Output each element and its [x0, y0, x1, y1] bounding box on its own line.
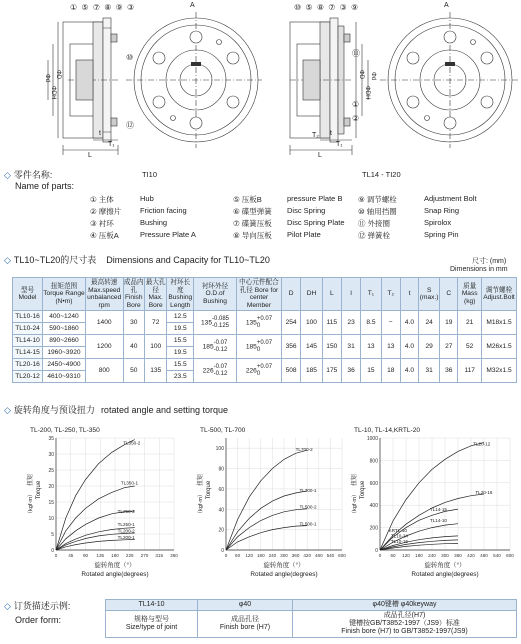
table-cell: 254 [281, 311, 300, 335]
table-cell: 13 [361, 335, 381, 359]
table-cell: 36 [440, 359, 458, 383]
order-title-cn: 订货描述示例: [13, 601, 71, 611]
table-cell: 100 [301, 311, 322, 335]
y-axis-label-en: Torque [36, 480, 42, 500]
header-cell: S (max.) [419, 278, 440, 311]
x-tick-label: 315 [155, 553, 164, 558]
x-tick-label: 135 [96, 553, 105, 558]
y-tick-label: 35 [48, 436, 54, 442]
x-tick-label: 420 [467, 553, 475, 558]
series-label: TL700-1 [299, 487, 317, 493]
part-item-en: Pressure Plate A [140, 230, 196, 239]
callout-row-left [70, 3, 135, 12]
table-cell: 40 [123, 335, 144, 359]
y-tick-label: 200 [369, 525, 378, 532]
table-cell: 1200 [85, 335, 123, 359]
y-tick-label: 1000 [366, 436, 378, 442]
header-cell: T₁ [361, 278, 381, 311]
x-axis-label: 旋转角度（°） [94, 562, 136, 569]
y-axis-unit: （kgf·m） [198, 491, 204, 517]
table-cell: − [381, 311, 400, 335]
x-tick-label: 600 [338, 553, 346, 558]
y-tick-label: 0 [221, 548, 224, 554]
od-base: 185 [202, 343, 214, 351]
table-cell: 31 [341, 335, 360, 359]
od-base: 226 [202, 367, 214, 375]
part-item-en: pressure Plate B [287, 194, 343, 203]
order-title-en: Order form: [15, 615, 62, 625]
table-cell: TL14-15 [13, 347, 43, 359]
series-label: TL250-2 [117, 509, 135, 515]
series-line [226, 526, 307, 550]
part-item-en: Snap Ring [424, 206, 460, 215]
table-cell: 4.0 [400, 359, 418, 383]
x-tick-label: 60 [235, 553, 241, 558]
table-cell: 150 [322, 335, 341, 359]
table-cell: 19 [440, 311, 458, 335]
table-cell: TL10-16 [13, 311, 43, 323]
table-cell [194, 335, 237, 359]
table-cell: 1400 [85, 311, 123, 335]
y-tick-label: 400 [369, 503, 378, 510]
table-cell [194, 359, 237, 383]
header-cell: L [322, 278, 341, 311]
part-item: ② 摩擦片 [90, 207, 122, 216]
table-cell: 356 [281, 335, 300, 359]
table-cell: 890~2660 [43, 335, 86, 347]
table-cell [236, 311, 281, 335]
chart-title: TL-500, TL-700 [200, 427, 246, 434]
callout-label: ⑧ [316, 3, 325, 12]
dim-label-d-right: Φd [370, 72, 376, 81]
callout-label: ⑤ [81, 3, 90, 12]
chart-title: TL-200, TL-250, TL-350 [30, 427, 100, 434]
table-cell: 1960~3920 [43, 347, 86, 359]
table-cell: 100 [144, 335, 167, 359]
dim-label-t-right: t [330, 130, 332, 137]
table-cell [236, 335, 281, 359]
table-cell: TL14-10 [13, 335, 43, 347]
part-item-en: Adjustment Bolt [424, 194, 477, 203]
x-tick-label: 240 [268, 553, 277, 558]
x-axis-label: 旋转角度（°） [263, 562, 305, 569]
y-axis-unit: （kgf·m） [28, 491, 34, 517]
x-tick-label: 225 [125, 553, 134, 558]
od-tol: -0.07 -0.12 [213, 364, 228, 377]
table-cell: 36 [341, 359, 360, 383]
table-cell: 27 [440, 335, 458, 359]
dim-label-A-left: A [190, 2, 195, 9]
dim-label-T2-right: T₂ [312, 132, 319, 139]
diamond-icon: ◇ [4, 405, 11, 415]
table-cell: 590~1860 [43, 323, 86, 335]
part-item: ⑥ 碟型弹簧 [233, 207, 272, 216]
series-line [56, 539, 135, 550]
diamond-icon: ◇ [4, 601, 11, 611]
spec-title [4, 253, 270, 266]
table-cell: TL20-12 [13, 371, 43, 383]
parts-title [4, 168, 52, 181]
table-cell: 72 [144, 311, 167, 335]
order-cell: 成品孔径 Finish bore (H7) [198, 611, 293, 638]
torque-chart-3 [350, 427, 514, 578]
table-cell [236, 359, 281, 383]
x-tick-label: 540 [493, 553, 501, 558]
table-cell [194, 311, 237, 335]
part-item: ⑧ 导向压板 [233, 231, 272, 240]
spec-title-cn: TL10~TL20的尺寸表 [13, 255, 97, 265]
y-tick-label: 25 [48, 468, 54, 474]
torque-title-en: rotated angle and setting torque [100, 405, 229, 415]
table-row [13, 311, 517, 323]
table-cell: 135 [144, 359, 167, 383]
part-item-en: Disc Spring Plate [287, 218, 345, 227]
table-cell: 15.5 [167, 335, 194, 347]
table-cell: 23 [341, 311, 360, 335]
x-tick-label: 180 [111, 553, 119, 558]
spec-title-en: Dimensions and Capacity for TL10~TL20 [106, 255, 270, 265]
y-tick-label: 10 [48, 516, 54, 522]
dim-label-A-right: A [444, 2, 449, 9]
series-label: TL500-2 [299, 504, 317, 510]
callout-row-right [294, 3, 359, 12]
dim-label-D-right: ΦD [358, 70, 364, 80]
x-tick-label: 540 [326, 553, 335, 558]
y-axis-label-en: Torque [360, 480, 366, 500]
part-item: ⑫ 弹簧栓 [358, 231, 390, 240]
callout-label: ⑦ [328, 3, 337, 12]
series-line [226, 450, 307, 550]
table-cell: 400~1240 [43, 311, 86, 323]
caption-left: TI10 [142, 170, 158, 179]
y-tick-label: 20 [218, 527, 224, 534]
dim-label-t-left: t [99, 130, 101, 137]
bore-tol: +0.07 0 [256, 316, 273, 329]
dim-label-T1-right: T₁ [336, 141, 343, 148]
order-cell: 成品孔径(H7) 键槽按GB/T3852-1997（JS9）标准 Finish bore (H7) to GB/T3852-1997(JS9) [293, 611, 517, 638]
diamond-icon: ◇ [4, 255, 11, 265]
x-tick-label: 240 [428, 553, 436, 558]
table-cell: TL10-24 [13, 323, 43, 335]
table-cell: 21 [458, 311, 482, 335]
bore-base: 226 [245, 367, 257, 375]
torque-chart-1 [26, 427, 178, 578]
header-cell: 型号 Model [13, 278, 43, 311]
y-tick-label: 40 [218, 507, 224, 514]
table-cell: 175 [322, 359, 341, 383]
x-tick-label: 120 [402, 553, 410, 558]
table-cell: 15 [361, 359, 381, 383]
y-tick-label: 30 [48, 452, 54, 458]
coupling-diagram-right [262, 0, 521, 165]
order-cell: 规格与型号 Size/type of joint [106, 611, 198, 638]
table-cell: 29 [419, 335, 440, 359]
part-item-en: Spirolox [424, 218, 452, 227]
table-cell: 4.0 [400, 311, 418, 335]
y-tick-label: 5 [51, 532, 54, 538]
order-row [106, 611, 517, 638]
table-cell: 24 [419, 311, 440, 335]
series-label: TL250-1 [117, 522, 135, 527]
part-item: ⑪ 外接圈 [358, 219, 390, 228]
order-title [4, 599, 70, 612]
y-tick-label: 0 [375, 548, 378, 554]
x-tick-label: 360 [291, 553, 300, 558]
coupling-diagram-left [0, 0, 262, 165]
header-cell: DH [301, 278, 322, 311]
series-label: TL10-16 [390, 539, 408, 545]
callout-label: ① [70, 3, 79, 12]
y-tick-label: 0 [51, 548, 54, 554]
table-cell: 185 [301, 359, 322, 383]
x-axis-label-en: Rotated angle(degrees) [250, 571, 318, 578]
y-tick-label: 20 [48, 484, 54, 490]
callout-side-2-left: ⑫ [126, 121, 134, 130]
part-item: ③ 衬环 [90, 219, 114, 228]
bore-tol: +0.07 0 [256, 364, 273, 377]
callout-label: ⑨ [115, 3, 124, 12]
od-base: 135 [200, 319, 212, 327]
torque-title [4, 403, 228, 416]
table-cell: TL20-16 [13, 359, 43, 371]
callout-label: ⑩ [294, 3, 303, 12]
series-label: TL200-2 [117, 528, 135, 534]
header-cell: 中心元件配合孔径 Bore for center Member [236, 278, 281, 311]
callout-side-1-right: ⑪ [352, 49, 360, 58]
header-cell: 质量 Mass (kg) [458, 278, 482, 311]
header-cell: l [341, 278, 360, 311]
table-cell: 30 [123, 311, 144, 335]
header-cell: 调节螺栓 Adjust.Bolt [481, 278, 516, 311]
dim-label-L-left: L [88, 152, 92, 159]
y-tick-label: 80 [218, 466, 224, 473]
table-cell: 115 [322, 311, 341, 335]
dim-label-D-left: ΦD [55, 70, 61, 80]
y-tick-label: 100 [215, 446, 224, 453]
table-cell: 13 [381, 335, 400, 359]
series-label: KRTL-10 [388, 528, 407, 534]
x-tick-label: 60 [390, 553, 396, 558]
series-label: TL14-15 [429, 506, 447, 512]
diamond-icon: ◇ [4, 170, 11, 180]
series-label: TL700-2 [295, 447, 313, 453]
part-item: ⑤ 压板B [233, 195, 262, 204]
dim-label-DH-right: ΦDH [364, 86, 370, 100]
header-cell: C [440, 278, 458, 311]
od-tol: -0.085 -0.125 [212, 316, 230, 329]
table-cell: 8.5 [361, 311, 381, 335]
callout-label: ⑨ [351, 3, 360, 12]
series-label: TL350-2 [123, 440, 141, 446]
table-cell: M18x1.5 [481, 311, 516, 335]
table-cell: 800 [85, 359, 123, 383]
table-cell: 117 [458, 359, 482, 383]
table-cell: M26x1.5 [481, 335, 516, 359]
series-label: TL500-1 [299, 521, 317, 527]
od-tol: -0.07 -0.12 [213, 340, 228, 353]
x-tick-label: 0 [224, 553, 228, 558]
table-cell: 4610~9310 [43, 371, 86, 383]
table-cell: 31 [419, 359, 440, 383]
x-tick-label: 0 [378, 553, 382, 558]
header-cell: T₂ [381, 278, 400, 311]
y-tick-label: 800 [369, 458, 378, 465]
y-tick-label: 60 [218, 486, 224, 493]
header-cell: 成品内孔 Finish Bore [123, 278, 144, 311]
table-cell: 18 [381, 359, 400, 383]
header-cell: t [400, 278, 418, 311]
parts-title-cn: 零件名称: [13, 170, 53, 180]
callout-label: ⑧ [104, 3, 113, 12]
header-cell: 扭矩范围 Torque Range (N•m) [43, 278, 86, 311]
y-axis-label-en: Torque [206, 480, 212, 500]
order-cell: TL14-10 [106, 600, 198, 611]
x-tick-label: 180 [256, 553, 265, 558]
header-cell: D [281, 278, 300, 311]
series-line [226, 491, 307, 550]
x-axis-label-en: Rotated angle(degrees) [81, 571, 149, 578]
table-cell: 12.5 [167, 311, 194, 323]
x-tick-label: 300 [280, 553, 288, 558]
spec-table [12, 277, 517, 383]
dim-label-T1-left: T₁ [108, 141, 115, 148]
y-axis-unit: （kgf·m） [352, 491, 358, 517]
table-cell: 50 [123, 359, 144, 383]
parts-title-en: Name of parts: [15, 181, 75, 191]
order-cell: φ40 [198, 600, 293, 611]
x-axis-label: 旋转角度（°） [424, 562, 466, 569]
table-cell: 23.5 [167, 371, 194, 383]
table-row [13, 359, 517, 371]
x-tick-label: 300 [441, 553, 449, 558]
table-cell: 4.0 [400, 335, 418, 359]
callout-side-2-right: ① [352, 100, 360, 109]
header-cell: 最大孔径 Max. Bore [144, 278, 167, 311]
header-cell: 衬环外径 O.D.of Bushing [194, 278, 237, 311]
x-tick-label: 360 [454, 553, 462, 558]
callout-label: ③ [339, 3, 348, 12]
part-item: ⑩ 轴用挡圈 [358, 207, 397, 216]
part-item-en: Friction facing [140, 206, 187, 215]
part-item: ⑦ 碟簧压板 [233, 219, 272, 228]
x-tick-label: 0 [54, 553, 58, 558]
table-cell: 52 [458, 335, 482, 359]
part-item-en: Hub [140, 194, 154, 203]
callout-side-3-right: ② [352, 114, 360, 123]
y-axis-label: 扭矩 [352, 473, 358, 487]
x-tick-label: 480 [314, 553, 323, 558]
dim-label-L-right: L [318, 152, 322, 159]
table-cell: 19.5 [167, 347, 194, 359]
x-tick-label: 600 [506, 553, 514, 558]
order-cell: φ40键槽 φ40keyway [293, 600, 517, 611]
torque-charts [0, 420, 521, 592]
dim-label-DH-left: ΦDH [50, 86, 56, 100]
callout-side-1-left: ⑩ [126, 53, 134, 62]
x-tick-label: 90 [82, 553, 89, 558]
x-tick-label: 180 [415, 553, 423, 558]
table-cell: 145 [301, 335, 322, 359]
part-item-en: Spring Pin [424, 230, 459, 239]
callout-label: ⑤ [305, 3, 314, 12]
spec-header-row [13, 278, 517, 311]
table-cell: 2450~4900 [43, 359, 86, 371]
y-axis-label: 扭矩 [28, 473, 34, 487]
spec-unit-en: Dimensions in mm [450, 266, 508, 273]
series-label: TL350-1 [120, 480, 139, 486]
series-label: TL14-10 [429, 518, 447, 523]
chart-title: TL-10, TL-14,KRTL-20 [354, 427, 421, 434]
table-row [13, 335, 517, 347]
table-cell: 19.5 [167, 323, 194, 335]
callout-label: ⑦ [92, 3, 101, 12]
dim-label-d-left: Φd [44, 74, 50, 83]
part-item: ⑨ 调节螺栓 [358, 195, 397, 204]
header-cell: 最高转速 Max.speed unbalanced rpm [85, 278, 123, 311]
table-cell: M32x1.5 [481, 359, 516, 383]
table-cell: 15.5 [167, 359, 194, 371]
series-line [226, 509, 307, 550]
x-tick-label: 360 [170, 553, 178, 558]
x-axis-label-en: Rotated angle(degrees) [411, 571, 479, 578]
part-item-en: Bushing [140, 218, 168, 227]
bore-base: 185 [245, 343, 257, 351]
callout-label: ③ [127, 3, 136, 12]
series-label: TL20-12 [473, 441, 491, 447]
table-cell: 508 [281, 359, 300, 383]
x-tick-label: 480 [480, 553, 488, 558]
x-tick-label: 45 [68, 553, 74, 558]
x-tick-label: 120 [245, 553, 254, 558]
y-tick-label: 600 [369, 480, 378, 487]
spec-unit-cn: 尺寸: (mm) [472, 258, 507, 265]
torque-chart-2 [196, 427, 346, 578]
part-item-en: Disc Spring [287, 206, 326, 215]
x-tick-label: 270 [140, 553, 149, 558]
bore-tol: +0.07 0 [256, 340, 273, 353]
series-label: TL200-1 [117, 535, 135, 541]
series-label: TL20-16 [475, 490, 493, 495]
order-row [106, 600, 517, 611]
series-label: TL10-24 [390, 533, 408, 539]
torque-title-cn: 旋转角度与预设扭力 [13, 405, 95, 415]
bore-base: 135 [245, 319, 257, 327]
x-tick-label: 420 [303, 553, 312, 558]
caption-right: TL14 - TI20 [362, 170, 401, 179]
part-item: ④ 压板A [90, 231, 119, 240]
part-item: ① 主体 [90, 195, 114, 204]
part-item-en: Pilot Plate [287, 230, 321, 239]
header-cell: 衬环长度 Bushing Length [167, 278, 194, 311]
y-axis-label: 扭矩 [198, 473, 204, 487]
order-table [105, 599, 517, 638]
y-tick-label: 15 [48, 500, 54, 506]
